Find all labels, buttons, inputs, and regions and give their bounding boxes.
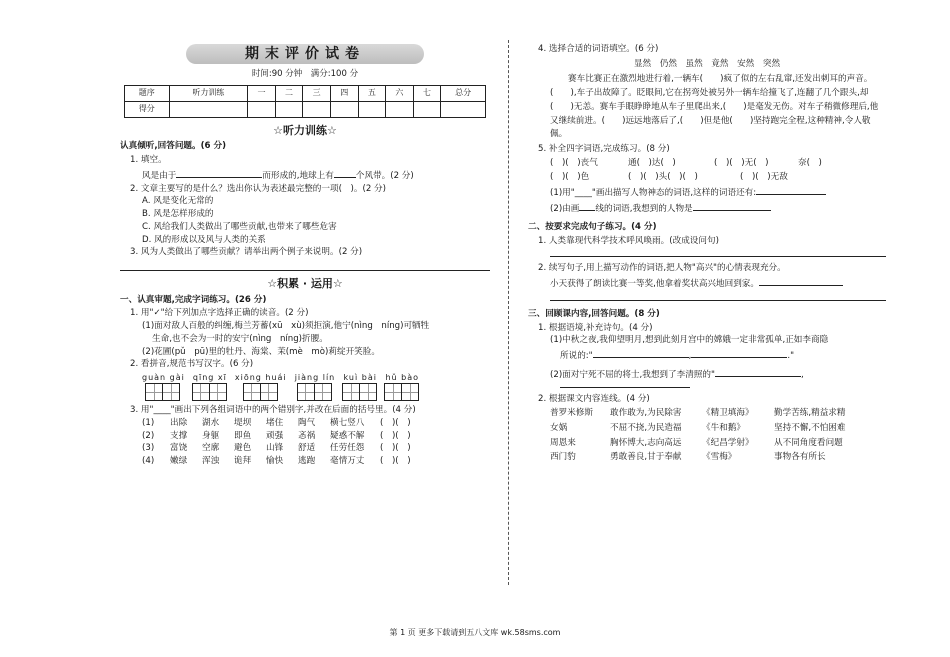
word: 陶气 — [298, 417, 316, 428]
writing-box[interactable] — [145, 383, 163, 401]
q4-paragraph: 赛车比赛正在激烈地进行着,一辆车( )疯了似的左右乱窜,还发出刺耳的声音。( ),车子出故障了。眨眼间,它在拐弯处被另外一辆车给撞飞了,连翻了几个跟头,却( )无恙。赛车手眼睁睁地从车子里爬出来,( )是毫发无伤。对车子稍微修理后,他又继续前进。( )远远地落后了,( )但是他( )坚持跑完全程,这种精神,令人敬佩。 — [550, 74, 879, 140]
word: 舒适 — [298, 443, 316, 454]
match-meaning[interactable]: 勤学苦练,精益求精 — [774, 408, 846, 419]
match-person[interactable]: 普罗米修斯 — [550, 408, 593, 419]
page-footer: 第 1 页 更多下载请到五八文库 wk.58sms.com — [389, 628, 561, 637]
score-blank[interactable] — [248, 101, 276, 117]
acc-q3: 3. 用"____"画出下列各组词语中的两个错别字,并改在后面的括号里。(4 分) — [130, 405, 416, 416]
q5-row-2 — [528, 172, 886, 183]
answer-blank[interactable] — [756, 185, 826, 195]
word-group-num: (3) — [142, 443, 155, 454]
answer-parens[interactable]: ( )( ) — [380, 456, 411, 467]
p3-q1-1b-text: 所说的:" — [560, 351, 593, 362]
word-group-row — [120, 431, 490, 442]
accumulation-section-title: ☆积累 · 运用☆ — [267, 276, 343, 290]
answer-blank[interactable] — [759, 276, 843, 286]
score-cell: 七 — [413, 85, 441, 101]
time-info: 时间:90 分钟 满分:100 分 — [251, 69, 359, 79]
listening-section-title: ☆听力训练☆ — [273, 123, 337, 137]
word: 堤坝 — [234, 417, 252, 428]
match-text[interactable]: 《精卫填海》 — [702, 408, 754, 419]
score-cell: 题序 — [125, 85, 170, 101]
score-blank[interactable] — [413, 101, 441, 117]
score-blank[interactable] — [275, 101, 303, 117]
word: 浑浊 — [202, 456, 220, 467]
answer-blank[interactable] — [693, 201, 771, 211]
right-column — [528, 42, 886, 467]
match-trait[interactable]: 敢作敢为,为民除害 — [610, 408, 682, 419]
left-column — [120, 38, 490, 469]
q4-word-options: 显然 仍然 虽然 竟然 安然 突然 — [633, 58, 781, 69]
word: 任劳任怨 — [330, 443, 365, 454]
word-group-row — [120, 443, 490, 454]
word: 避色 — [234, 443, 252, 454]
score-blank[interactable] — [358, 101, 386, 117]
pinyin-item — [235, 373, 287, 401]
pinyin-row — [120, 373, 490, 401]
word: 山锋 — [266, 443, 284, 454]
idiom-blank[interactable]: ( )( )色 — [550, 171, 590, 182]
idiom-blank[interactable]: ( )( )丧气 — [550, 157, 598, 168]
writing-box[interactable] — [297, 383, 315, 401]
q2-option-d: D. 风的形成以及风与人类的关系 — [142, 234, 266, 245]
p2-q1: 1. 人类靠现代科学技术呼风唤雨。(改成设问句) — [538, 235, 719, 246]
match-row — [528, 438, 886, 449]
match-person[interactable]: 女娲 — [550, 422, 568, 433]
q5-sub2-text-a: (2)由画 — [550, 204, 580, 215]
acc-q1-2: (2)花圃(pǔ pū)里的牡丹、海棠、茉(mè mò)莉绽开笑脸。 — [142, 346, 380, 357]
score-cell: 三 — [303, 85, 331, 101]
match-text[interactable]: 《雪梅》 — [702, 452, 737, 463]
word: 忞祸 — [298, 430, 316, 441]
acc-q1-1a: (1)面对敌人百般的纠缠,梅兰芳蓄(xū xù)须拒演,他宁(nìng níng)可牺牲 — [142, 321, 430, 332]
exam-title: 期末评价试卷 — [186, 44, 424, 64]
pinyin-item — [142, 373, 185, 401]
writing-box[interactable] — [314, 383, 332, 401]
word: 诡拜 — [234, 456, 252, 467]
word: 即鱼 — [234, 430, 252, 441]
p3-q1-2-text: (2)面对宁死不屈的将士,我想到了李清照的" — [550, 369, 715, 380]
word: 支撑 — [170, 430, 188, 441]
match-row — [528, 423, 886, 434]
score-table — [124, 85, 486, 118]
word-group-num: (4) — [142, 456, 155, 467]
writing-box[interactable] — [401, 383, 419, 401]
acc-q1: 1. 用"✓"给下列加点字选择正确的读音。(2 分) — [130, 308, 309, 319]
writing-box[interactable] — [384, 383, 402, 401]
match-row — [528, 452, 886, 463]
word: 毫情万丈 — [330, 456, 365, 467]
match-person[interactable]: 西门豹 — [550, 452, 576, 463]
listening-q1-label: 1. 填空。 — [130, 155, 167, 166]
word: 横七竖八 — [330, 417, 365, 428]
p3-q1-2: (2)面对宁死不屈的将士,我想到了李清照的" , — [528, 367, 886, 381]
match-trait[interactable]: 不屈不挠,为民造福 — [610, 422, 682, 433]
p3-q1-1b: 所说的:" , ." — [528, 348, 886, 362]
part2-title: 二、按要求完成句子练习。(4 分) — [528, 221, 657, 232]
word: 堵住 — [266, 417, 284, 428]
answer-parens[interactable]: ( )( ) — [380, 443, 411, 454]
q2-option-b: B. 风是怎样形成的 — [142, 209, 214, 220]
score-blank[interactable] — [330, 101, 358, 117]
score-header-row — [125, 85, 486, 101]
listening-q2: 2. 文章主要写的是什么？选出你认为表述最完整的一项( )。(2 分) — [130, 183, 386, 194]
idiom-blank[interactable]: 通( )达( ) — [628, 157, 676, 168]
score-blank[interactable] — [169, 101, 248, 117]
column-divider — [508, 40, 509, 585]
writing-box[interactable] — [359, 383, 377, 401]
word-group-row — [120, 456, 490, 467]
pinyin-item — [385, 373, 419, 401]
answer-blank[interactable] — [691, 348, 787, 358]
pinyin-label: guàn gài — [142, 373, 185, 383]
q5-sub2 — [528, 201, 886, 215]
answer-parens[interactable]: ( )( ) — [380, 417, 411, 428]
idiom-blank[interactable]: ( )( )头( )( ) — [628, 171, 698, 182]
pinyin-label: jiàng lín — [294, 373, 336, 383]
word-group-num: (1) — [142, 417, 155, 428]
score-blank[interactable] — [441, 101, 486, 117]
answer-blank[interactable] — [176, 168, 262, 178]
word: 嫩绿 — [170, 456, 188, 467]
answer-line[interactable] — [550, 300, 886, 301]
pinyin-label: hǔ bào — [385, 373, 420, 383]
idiom-blank[interactable]: 奈( ) — [798, 157, 822, 168]
word: 愉快 — [266, 456, 284, 467]
word: 富饶 — [170, 443, 188, 454]
match-meaning[interactable]: 坚持不懈,不怕困难 — [774, 422, 846, 433]
match-meaning[interactable]: 从不同角度看问题 — [774, 437, 843, 448]
writing-box[interactable] — [192, 383, 210, 401]
listening-instruction: 认真倾听,回答问题。(6 分) — [120, 141, 227, 152]
score-blank[interactable] — [386, 101, 414, 117]
score-cell: 听力训练 — [169, 85, 248, 101]
match-text[interactable]: 《纪昌学射》 — [702, 437, 754, 448]
p2-q2-sentence — [528, 276, 886, 290]
q5-title: 5. 补全四字词语,完成练习。(8 分) — [538, 144, 670, 155]
q5-sub1 — [528, 185, 886, 199]
p2-sentence-text: 小天获得了朗读比赛一等奖,他拿着奖状高兴地回到家。 — [550, 279, 759, 290]
score-blank[interactable] — [303, 101, 331, 117]
q1-text-b: 而形成的,地球上有 — [262, 170, 334, 181]
answer-line[interactable] — [560, 387, 690, 388]
answer-blank[interactable] — [715, 367, 801, 377]
q5-sub2-text-b: 线的词语,我想到的人物是 — [595, 204, 693, 215]
word-group-num: (2) — [142, 430, 155, 441]
score-cell: 总分 — [441, 85, 486, 101]
match-row — [528, 408, 886, 419]
acc-q2: 2. 看拼音,规范书写汉字。(6 分) — [130, 359, 254, 370]
match-text[interactable]: 《牛和鹅》 — [702, 422, 745, 433]
answer-blank[interactable] — [334, 168, 356, 178]
idiom-blank[interactable]: ( )( )无( ) — [714, 157, 769, 168]
p3-q2: 2. 根据课文内容连线。(4 分) — [538, 393, 650, 404]
writing-box[interactable] — [209, 383, 227, 401]
score-cell: 一 — [248, 85, 276, 101]
q2-option-a: A. 风是变化无常的 — [142, 196, 214, 207]
p3-q1-1a: (1)中秋之夜,我仰望明月,想到此刻月宫中的嫦娥一定非常孤单,正如李商隐 — [550, 335, 829, 346]
match-trait[interactable]: 勇敢善良,甘于奉献 — [610, 452, 682, 463]
listening-q3: 3. 风为人类做出了哪些贡献？请举出两个例子来说明。(2 分) — [130, 247, 363, 258]
score-cell: 四 — [330, 85, 358, 101]
score-cell: 二 — [275, 85, 303, 101]
q5-sub1-text: (1)用"____"画出描写人物神态的词语,这样的词语还有: — [550, 188, 757, 199]
q5-row-1 — [528, 158, 886, 169]
pinyin-label: qīng xī — [192, 373, 227, 383]
word: 疑惑不解 — [330, 430, 365, 441]
answer-parens[interactable]: ( )( ) — [380, 430, 411, 441]
score-value-row — [125, 101, 486, 117]
match-person[interactable]: 周恩来 — [550, 437, 576, 448]
pinyin-item — [295, 373, 336, 401]
pinyin-label: xiōng huái — [234, 373, 287, 383]
part3-title: 三、回顾课内容,回答问题。(8 分) — [528, 308, 660, 319]
pinyin-item — [343, 373, 377, 401]
score-label: 得分 — [125, 101, 170, 117]
q1-text-c: 个风带。(2 分) — [355, 170, 414, 181]
writing-box[interactable] — [243, 383, 261, 401]
answer-line[interactable] — [120, 270, 490, 271]
q1-text-a: 风是由于 — [142, 170, 177, 181]
q2-option-c: C. 风给我们人类做出了哪些贡献,也带来了哪些危害 — [142, 221, 337, 232]
word: 空廓 — [202, 443, 220, 454]
p3-q1: 1. 根据语境,补充诗句。(4 分) — [538, 322, 653, 333]
word: 湖水 — [202, 417, 220, 428]
answer-blank[interactable] — [593, 348, 689, 358]
match-trait[interactable]: 胸怀博大,志向高远 — [610, 437, 682, 448]
listening-q1 — [120, 168, 490, 182]
part1-title: 一、认真审题,完成字词练习。(26 分) — [120, 294, 267, 305]
word: 逃跑 — [298, 456, 316, 467]
score-cell: 五 — [358, 85, 386, 101]
pinyin-label: kuì bài — [343, 373, 377, 383]
pinyin-item — [193, 373, 227, 401]
answer-line[interactable] — [550, 256, 886, 257]
match-meaning[interactable]: 事物各有所长 — [774, 452, 826, 463]
score-cell: 六 — [386, 85, 414, 101]
word-group-row — [120, 418, 490, 429]
answer-blank[interactable] — [579, 201, 595, 211]
word: 身躯 — [202, 430, 220, 441]
p2-q2: 2. 续写句子,用上描写动作的词语,把人物"高兴"的心情表现充分。 — [538, 263, 786, 274]
writing-box[interactable] — [260, 383, 278, 401]
idiom-blank[interactable]: ( )( )无敌 — [740, 171, 788, 182]
word: 顽强 — [266, 430, 284, 441]
writing-box[interactable] — [162, 383, 180, 401]
acc-q1-1b: 生命,也不会为一时的安宁(nìng níng)折腰。 — [152, 333, 328, 344]
writing-box[interactable] — [342, 383, 360, 401]
word: 出除 — [170, 417, 188, 428]
q4-title: 4. 选择合适的词语填空。(6 分) — [538, 44, 659, 54]
